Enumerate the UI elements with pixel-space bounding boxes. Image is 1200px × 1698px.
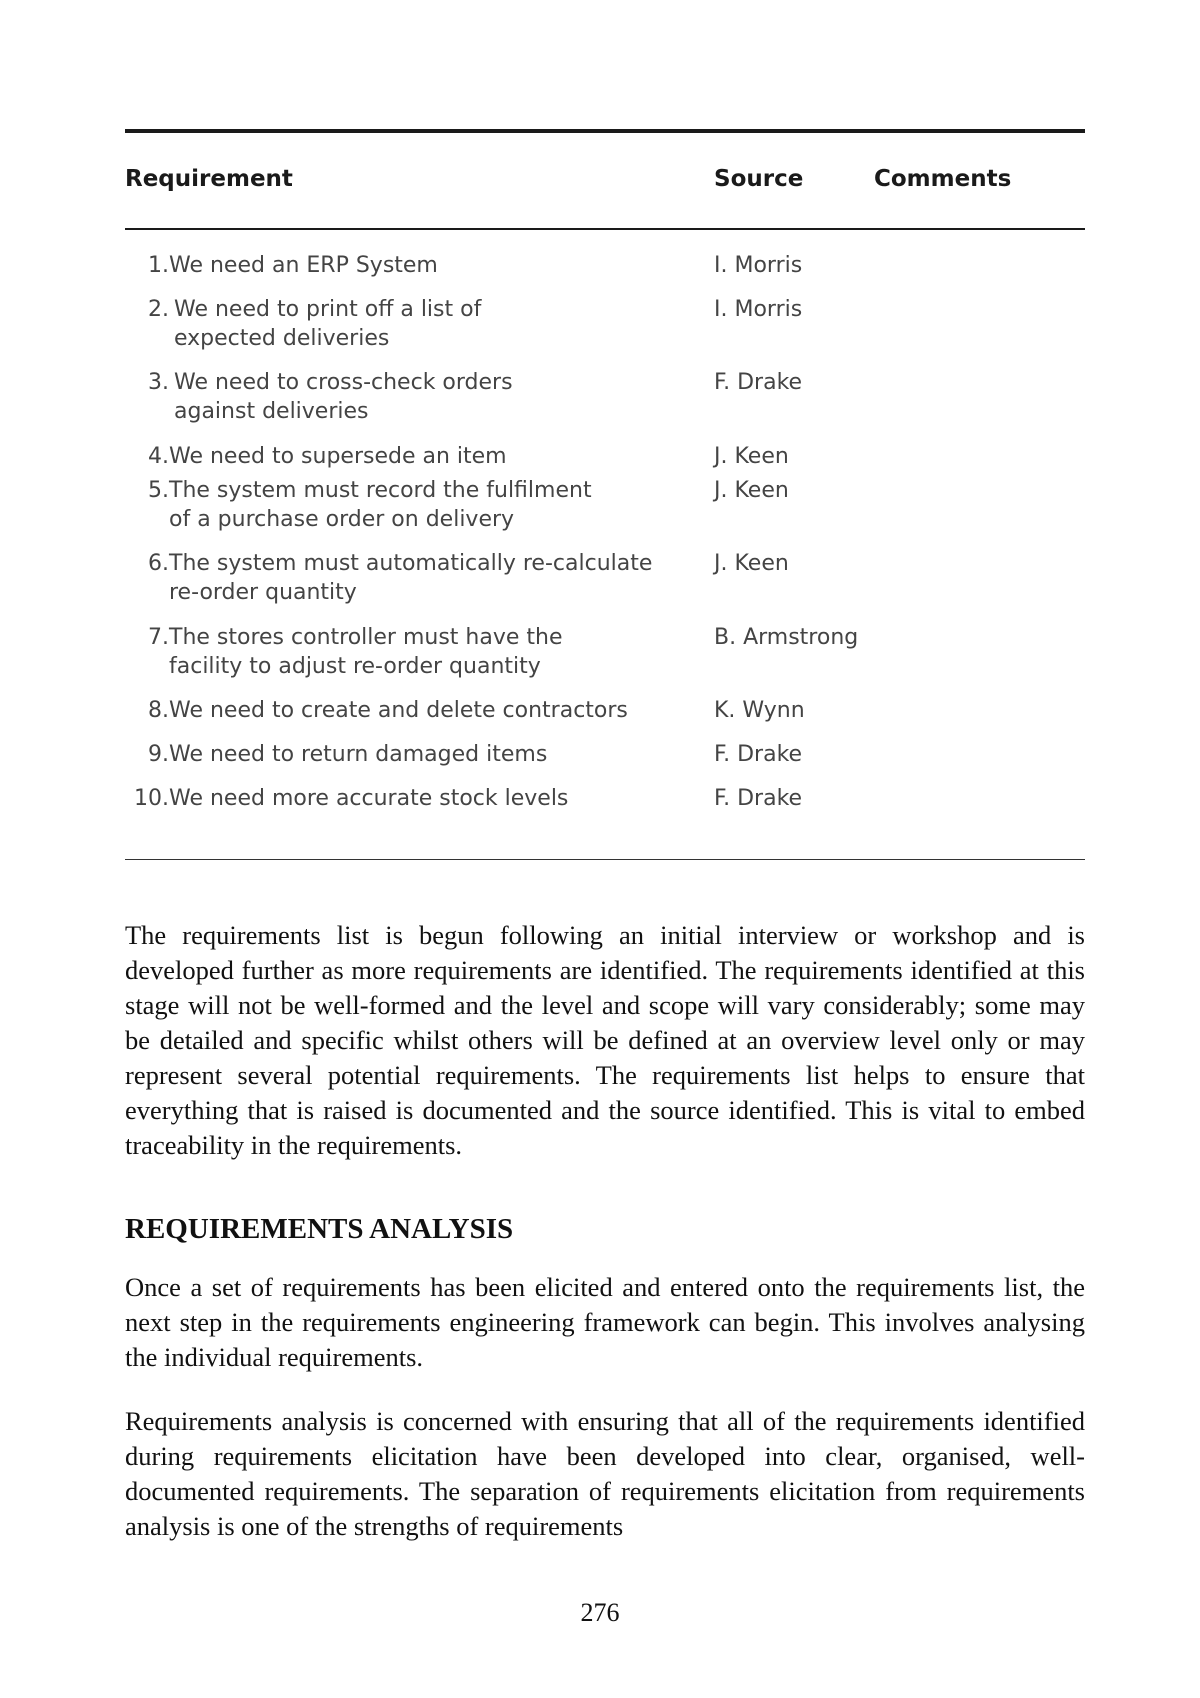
section-heading: REQUIREMENTS ANALYSIS bbox=[125, 1213, 514, 1245]
row-source: I. Morris bbox=[714, 253, 803, 278]
header-comments: Comments bbox=[874, 166, 1012, 192]
row-number: 6. bbox=[148, 551, 169, 576]
requirement-line: expected deliveries bbox=[174, 326, 390, 351]
requirement-line: The system must automatically re-calculate bbox=[169, 551, 653, 576]
row-requirement bbox=[174, 368, 694, 426]
requirement-line: We need to create and delete contractors bbox=[169, 698, 628, 723]
requirement-line: against deliveries bbox=[174, 399, 369, 424]
row-source: J. Keen bbox=[714, 444, 789, 469]
page-number: 276 bbox=[580, 1598, 620, 1627]
row-number: 3. bbox=[148, 370, 169, 395]
row-source: F. Drake bbox=[714, 786, 803, 811]
requirements-table bbox=[125, 129, 1085, 860]
requirement-line: We need to return damaged items bbox=[169, 742, 548, 767]
row-number: 1. bbox=[148, 253, 169, 278]
row-requirement bbox=[169, 784, 689, 813]
row-number: 2. bbox=[148, 297, 169, 322]
row-requirement bbox=[169, 251, 689, 280]
row-requirement bbox=[169, 623, 689, 681]
table-body bbox=[125, 230, 1085, 859]
row-source: J. Keen bbox=[714, 478, 789, 503]
body-paragraph: Requirements analysis is concerned with ensuring that all of the requirements identified during requirements elicitation have been developed into clear, organised, well-documented requirements. The separation of requirements elicitation from requirements analysis is one of the strengths of requirements bbox=[125, 1406, 1085, 1541]
row-source: J. Keen bbox=[714, 551, 789, 576]
requirement-line: We need to supersede an item bbox=[169, 444, 507, 469]
row-requirement bbox=[169, 549, 689, 607]
table-header bbox=[125, 133, 1085, 228]
row-number: 4. bbox=[148, 444, 169, 469]
row-source: I. Morris bbox=[714, 297, 803, 322]
requirement-line: The system must record the fulfilment bbox=[169, 478, 592, 503]
requirement-line: re-order quantity bbox=[169, 580, 357, 605]
requirement-line: facility to adjust re-order quantity bbox=[169, 654, 541, 679]
row-requirement bbox=[169, 740, 689, 769]
header-requirement: Requirement bbox=[125, 166, 293, 192]
row-number: 5. bbox=[148, 478, 169, 503]
row-number: 8. bbox=[148, 698, 169, 723]
row-source: F. Drake bbox=[714, 370, 803, 395]
row-number: 7. bbox=[148, 625, 169, 650]
row-requirement bbox=[169, 442, 689, 471]
row-requirement bbox=[174, 295, 694, 353]
body-paragraph: Once a set of requirements has been elicited and entered onto the requirements list, the next step in the requirements engineering framework can begin. This involves analysing the individual requirements. bbox=[125, 1272, 1085, 1372]
row-number: 10. bbox=[134, 786, 169, 811]
row-requirement bbox=[169, 696, 689, 725]
requirement-line: We need to cross-check orders bbox=[174, 370, 513, 395]
body-paragraph: The requirements list is begun following an initial interview or workshop and is developed further as more requirements are identified. The requirements identified at this stage will not be well-formed and the level and scope will vary considerably; some may be detailed and specific whilst others will be defined at an overview level only or may represent several potential requirements. The requirements list helps to ensure that everything that is raised is documented and the source identified. This is vital to embed traceability in the requirements. bbox=[125, 920, 1085, 1160]
requirement-line: We need to print off a list of bbox=[174, 297, 482, 322]
row-number: 9. bbox=[148, 742, 169, 767]
requirement-line: of a purchase order on delivery bbox=[169, 507, 515, 532]
requirement-line: We need more accurate stock levels bbox=[169, 786, 569, 811]
table-bottom-rule bbox=[125, 859, 1085, 860]
requirement-line: We need an ERP System bbox=[169, 253, 438, 278]
row-source: B. Armstrong bbox=[714, 625, 859, 650]
row-source: K. Wynn bbox=[714, 698, 805, 723]
requirement-line: The stores controller must have the bbox=[169, 625, 563, 650]
row-requirement bbox=[169, 476, 689, 534]
header-source: Source bbox=[714, 166, 804, 192]
row-source: F. Drake bbox=[714, 742, 803, 767]
